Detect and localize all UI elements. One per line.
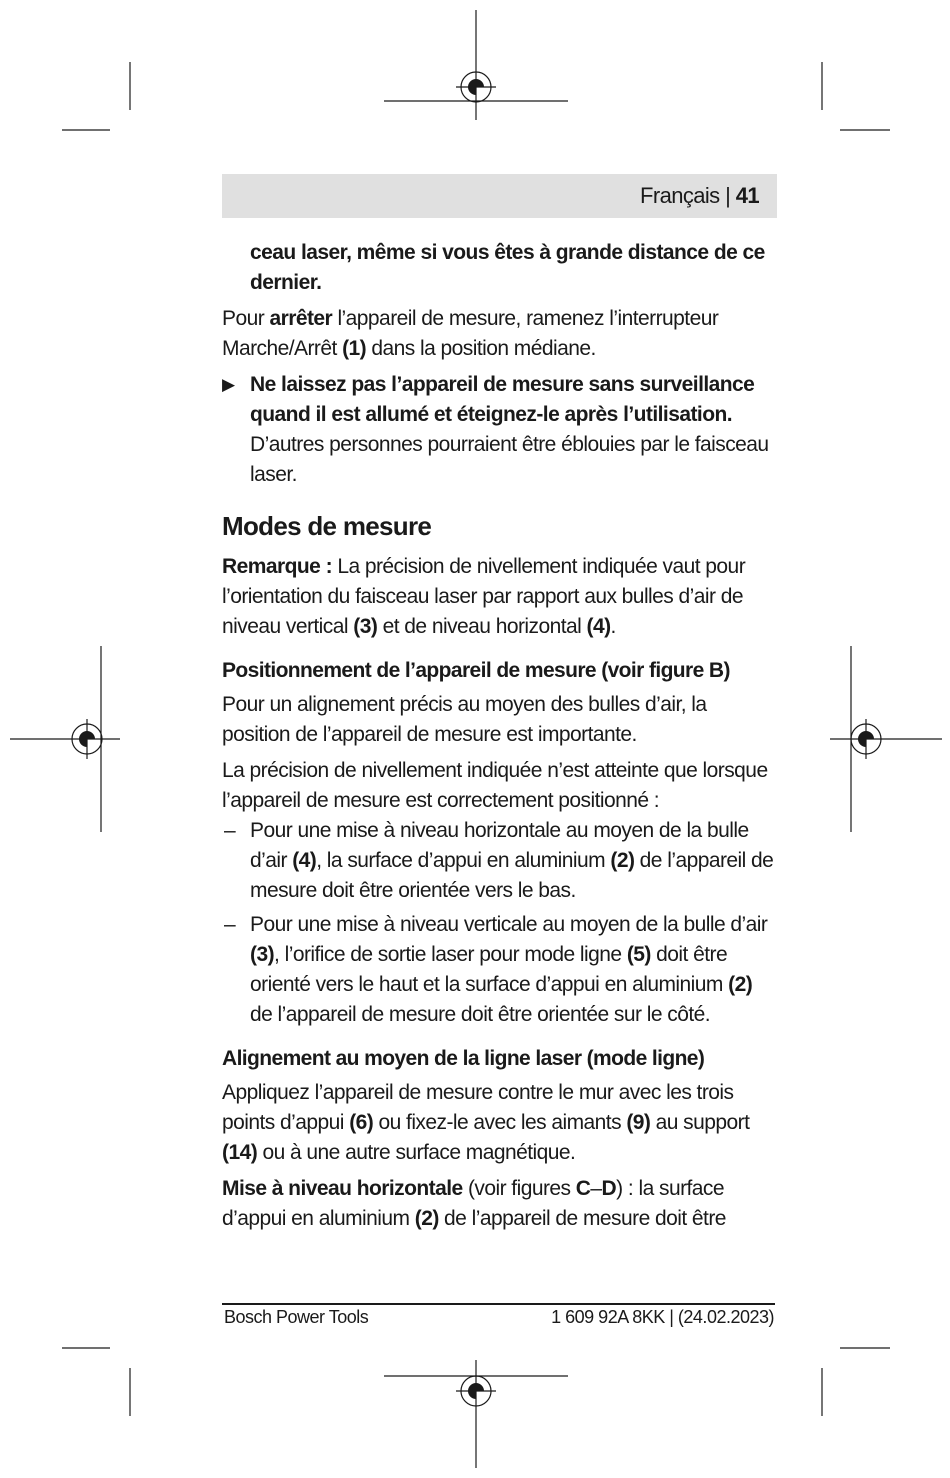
positioning-paragraph-1: Pour un alignement précis au moyen des bulles d’air, la position de l’appareil de mesure est importante. [222, 693, 707, 746]
text: et de niveau horizontal [377, 615, 587, 638]
figure-ref: C [575, 1177, 591, 1200]
ref-number: (2) [610, 849, 635, 872]
text: , la surface d’appui en aluminium [316, 849, 611, 872]
ref-number: (1) [342, 337, 367, 360]
page-content [222, 238, 778, 1240]
footer-brand: Bosch Power Tools [224, 1307, 369, 1327]
list-item [222, 816, 778, 906]
text: de l’appareil de mesure doit être orientée sur le côté. [250, 1003, 711, 1026]
page-number: 41 [735, 183, 759, 208]
text: (voir figures [462, 1177, 576, 1200]
header-separator: | [725, 183, 731, 208]
continued-warning [222, 238, 778, 298]
remark-paragraph [222, 552, 778, 642]
ref-number: (5) [626, 943, 651, 966]
text: au support [650, 1111, 750, 1134]
text: dans la position médiane. [366, 337, 596, 360]
alignment-paragraph [222, 1078, 778, 1168]
text: Pour une mise à niveau verticale au moyen de la bulle d’air [250, 913, 768, 936]
positioning-heading: Positionnement de l’appareil de mesure (voir figure B) [222, 659, 730, 682]
continued-warning-text: ceau laser, même si vous êtes à grande distance de ce dernier. [250, 241, 765, 294]
text: . [610, 615, 616, 638]
list-item [222, 910, 778, 1030]
remark-label: Remarque : [222, 555, 333, 578]
text: de l’appareil de mesure doit être [438, 1207, 726, 1230]
text: l’appareil de mesure, ramenez l’interrupteur Marche/Arrêt [222, 307, 719, 360]
ref-number: (2) [728, 973, 753, 996]
bold-text: arrêter [269, 307, 333, 330]
positioning-paragraph-2: La précision de nivellement indiquée n’est atteinte que lorsque l’appareil de mesure est correctement positionné : [222, 759, 768, 812]
footer-doc-id: 1 609 92A 8KK | (24.02.2023) [551, 1307, 774, 1327]
ref-number: (3) [250, 943, 275, 966]
ref-number: (6) [349, 1111, 374, 1134]
switch-off-paragraph [222, 304, 778, 364]
alignment-heading: Alignement au moyen de la ligne laser (mode ligne) [222, 1047, 705, 1070]
warning-bold: Ne laissez pas l’appareil de mesure sans surveillance quand il est allumé et éteignez-le après l’utilisation. [250, 373, 755, 426]
header-language: Français [640, 183, 720, 208]
text: Pour [222, 307, 270, 330]
safety-warning [222, 370, 778, 490]
ref-number: (4) [292, 849, 317, 872]
ref-number: (3) [353, 615, 378, 638]
text: , l’orifice de sortie laser pour mode ligne [274, 943, 627, 966]
text: ou à une autre surface magnétique. [257, 1141, 576, 1164]
header-text [640, 183, 759, 209]
dash-bullet: – [224, 819, 236, 842]
horizontal-leveling-paragraph [222, 1174, 778, 1234]
section-title: Modes de mesure [222, 511, 432, 541]
text: ) : la surface d’appui en aluminium [222, 1177, 725, 1230]
ref-number: (4) [586, 615, 611, 638]
page-header [222, 174, 777, 218]
text: Appliquez l’appareil de mesure contre le mur avec les trois points d’appui [222, 1081, 734, 1134]
text: – [590, 1177, 602, 1200]
ref-number: (9) [626, 1111, 651, 1134]
ref-number: (2) [414, 1207, 439, 1230]
bold-label: Mise à niveau horizontale [222, 1177, 463, 1200]
text: ou fixez-le avec les aimants [373, 1111, 627, 1134]
text: Pour une mise à niveau horizontale au moyen de la bulle d’air [250, 819, 749, 872]
text: La précision de nivellement indiquée vaut pour l’orientation du faisceau laser par rapport aux bulles d’air de niveau vertical [222, 555, 746, 638]
dash-bullet: – [224, 913, 236, 936]
ref-number: (14) [222, 1141, 258, 1164]
warning-text: D’autres personnes pourraient être éblouies par le faisceau laser. [250, 433, 769, 486]
text: doit être orienté vers le haut et la surface d’appui en aluminium [250, 943, 729, 996]
figure-ref: D [601, 1177, 617, 1200]
triangle-bullet-icon: ▶ [222, 375, 235, 394]
text: de l’appareil de mesure doit être orientée vers le bas. [250, 849, 774, 902]
footer-rule [222, 1303, 775, 1305]
